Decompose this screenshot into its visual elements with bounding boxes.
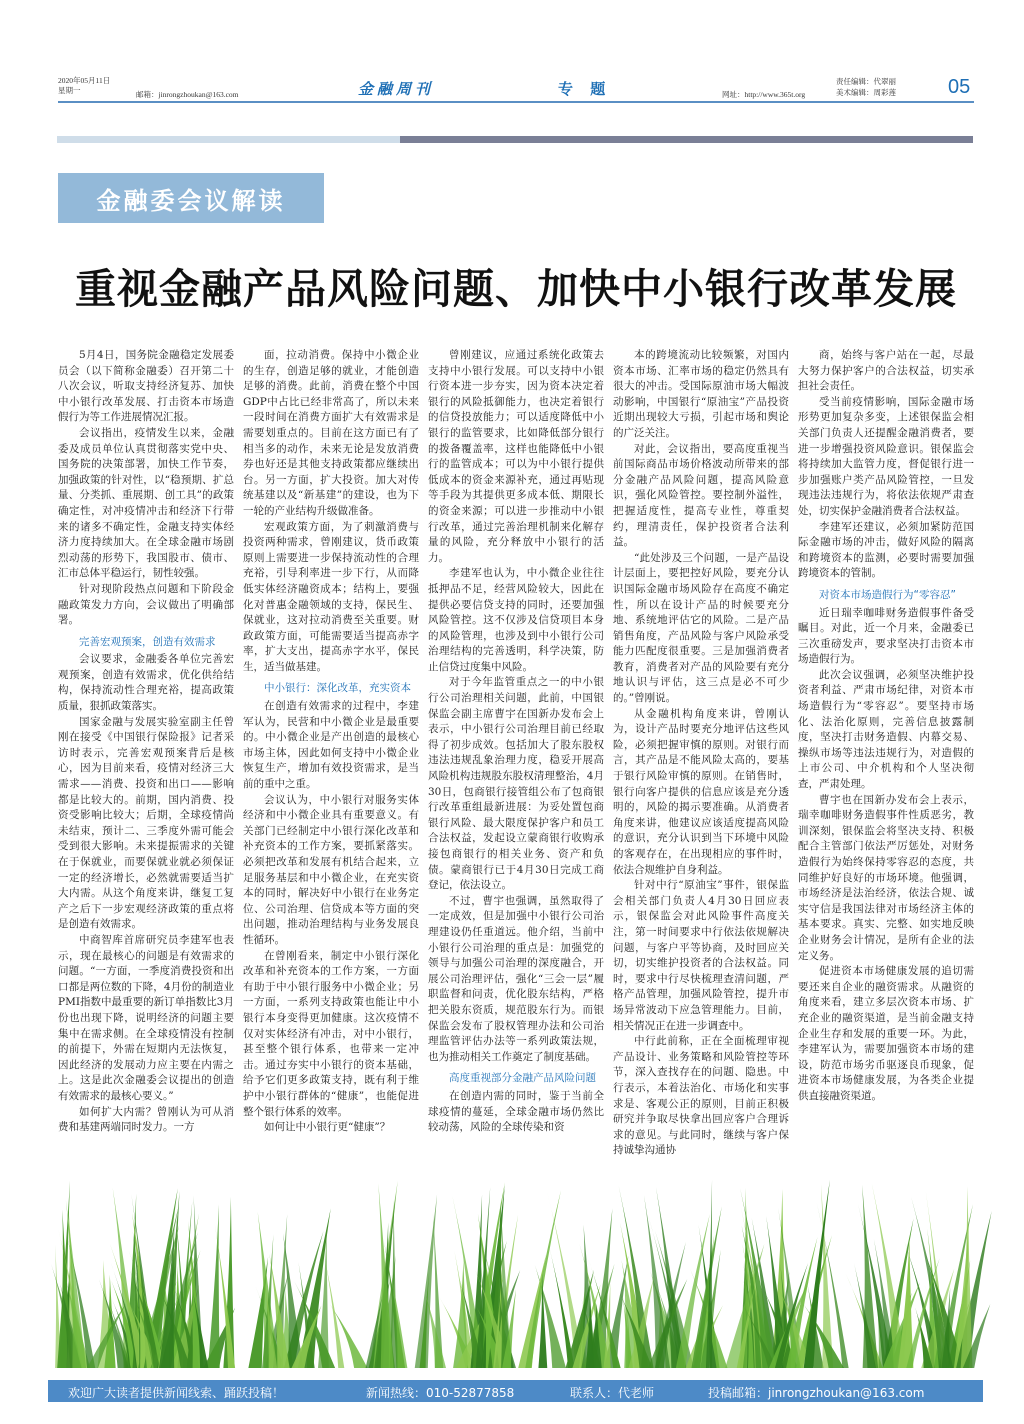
grass-blade (535, 1265, 566, 1368)
subheading: 高度重视部分金融产品风险问题 (449, 1072, 596, 1085)
article-column (613, 348, 789, 1157)
header-website: 网址：http://www.365t.org (722, 90, 806, 99)
editors (836, 76, 896, 98)
footer-banner (48, 1380, 983, 1402)
paragraph: 促进资本市场健康发展的追切需要还来自企业的融资需求。从融资的角度来看，建立多层次资本市场、扩充企业的融资渠道，是当前金融支持企业生存和发展的重要一环。为此，李建军认为，需要加强资本市场的建设，防范市场劣币驱逐良币现象，促进资本市场健康发展，为各类企业提供直接融资渠道。 (798, 965, 974, 1102)
section-badge: 金融委会议解读 (58, 173, 324, 223)
grass-blade (817, 1203, 849, 1368)
page-title: 重视金融产品风险问题、加快中小银行改革发展 (75, 265, 957, 313)
footer-hotline: 新闻热线：010-52877858 (366, 1386, 515, 1400)
article-column (58, 348, 234, 1134)
paragraph: “此处涉及三个问题，一是产品设计层面上，要把控好风险，要充分认识国际金融市场风险存在高度不确定性，所以在设计产品的时候要充分地、系统地评估它的风险。二是产品销售角度，产品风险与客户风险承受能力匹配度很重要。三是加强消费者教育，消费者对产品的风险要有充分地认识与评估，这三点是必不可少的。”曾刚说。 (613, 551, 789, 705)
issue-date (58, 76, 110, 96)
paragraph: 曹宇也在国新办发布会上表示，瑞幸咖啡财务造假事件性质恶劣，教训深刻，银保监会将坚决支持、积极配合主管部门依法严厉惩处，对财务造假行为始终保持零容忍的态度，共同维护好良好的市场环境。他强调，市场经济是法治经济，依法合规、诚实守信是我国法律对市场经济主体的基本要求。真实、完整、如实地反映企业财务会计情况，是所有企业的法定义务。 (798, 793, 974, 962)
paragraph: 如何让中小银行更“健康”？ (264, 1121, 391, 1134)
art-editor-text: 美术编辑：周彩莲 (836, 88, 896, 97)
paragraph: 针对现阶段热点问题和下阶段金融政策发力方向，会议做出了明确部署。 (58, 582, 234, 627)
footer-slogan: 欢迎广大读者提供新闻线索、踊跃投稿！ (68, 1386, 285, 1400)
article-column (798, 348, 974, 1102)
footer-email: 投稿邮箱：jinrongzhoukan@163.com (708, 1386, 925, 1400)
paragraph: 会议要求，金融委各单位完善宏观预案，创造有效需求，优化供给结构，保持流动性合理充裕，提高政策质量，狠抓政策落实。 (58, 653, 234, 713)
article-column (243, 348, 419, 1134)
paragraph: 面，拉动消费。保持中小微企业的生存，创造足够的就业，才能创造足够的消费。此前，消费在整个中国GDP中占比已经非常高了，所以未来一段时间在消费方面扩大有效需求是需要划重点的。目前在这方面已有了相当多的动作，未来无论是发放消费券也好还是其他支持政策都应继续出台。另一方面，扩大投资。加大对传统基建以及“新基建”的建设，也为下一轮的产业结构升级做准备。 (243, 349, 419, 517)
grass-decoration (58, 858, 974, 1358)
paragraph: 对于今年监管重点之一的中小银行公司治理相关问题，此前，中国银保监会副主席曹宇在国新办发布会上表示，中小银行公司治理目前已经取得了初步成效。包括加大了股东股权违法违规乱象治理力度，稳妥开展高风险机构违规股东股权清理整治，4月30日，包商银行接管组公布了包商银行改革重组最新进展：为妥处置包商银行风险、最大限度保护客户和员工合法权益，发起设立蒙商银行收购承接包商银行的相关业务、资产和负债。蒙商银行已于4月30日完成工商登记，依法设立。 (428, 676, 604, 892)
subheading: 对资本市场造假行为“零容忍” (819, 588, 956, 601)
paragraph: 此次会议强调，必须坚决维护投资者利益、严肃市场纪律，对资本市场造假行为“零容忍”。要坚持市场化、法治化原则，完善信息披露制度，坚决打击财务造假、内幕交易、操纵市场等违法违规行为，对造假的上市公司、中介机构和个人坚决彻查，严肃处理。 (798, 668, 974, 791)
paragraph: 李建军也认为，中小微企业往往抵押品不足，经营风险较大，因此在提供必要信贷支持的同时，还要加强风险管控。这不仅涉及信贷项目本身的风险管理，也涉及到中小银行公司治理结构的完善透明，科学决策，防止信贷过度集中风险。 (428, 567, 604, 673)
paragraph: 商，始终与客户站在一起，尽最大努力保护客户的合法权益，切实承担社会责任。 (798, 349, 974, 393)
paper-name: 金融周刊 (358, 80, 435, 98)
paragraph: 中行此前称，正在全面梳理审视产品设计、业务策略和风险管控等环节，深入查找存在的问题、隐患。中行表示，本着法治化、市场化和实事求是、客观公正的原则，目前正积极研究并争取尽快拿出回应客户合理诉求的意见。与此同时，继续与客户保持诚挚沟通协 (613, 1035, 789, 1157)
article-column (428, 348, 604, 1134)
paragraph: 曾刚建议，应通过系统化政策去支持中小银行发展。可以支持中小银行资本进一步夯实，因为资本决定着银行的风险抵御能力，也决定着银行的信贷投放能力；可以适度降低中小银行的监管要求，比如降低部分银行的拨备覆盖率，这样也能降低中小银行的监管成本；可以为中小银行提供低成本的资金来源补充，通过再贴现等手段为其提供更多成本低、期限长的资金来源；可以进一步推动中小银行改革，通过完善治理机制来化解存量的风险，充分释放中小银行的活力。 (428, 349, 604, 564)
paragraph: 从金融机构角度来讲，曾刚认为，设计产品时要充分地评估这些风险，必须把握审慎的原则。对银行而言，其产品是不能风险太高的，要基于银行风险审慎的原则。在销售时，银行向客户提供的信息应该是充分透明的，风险的揭示要准确。从消费者角度来讲，他建议应该适度提高风险的意识，充分认识到当下环境中风险的客观存在，在出现相应的事件时，依法合规维护自身利益。 (613, 707, 789, 876)
paragraph: 国家金融与发展实验室副主任曾刚在接受《中国银行保险报》记者采访时表示，完善宏观预案背后是核心，因为目前来看，疫情对经济三大需求——消费、投资和出口——影响都是比较大的。前期，国内消费、投资受影响比较大；后期，全球疫情尚未结束，预计二、三季度外需可能会受到很大影响。未来提振需求的关键在于保就业，而要保就业就必须保证一定的经济增长，必然就需要适当扩大内需。从这个角度来讲，继复工复产之后下一步宏观经济政策的重点将是创造有效需求。 (58, 715, 234, 931)
page-number: 05 (948, 76, 971, 98)
paragraph: 宏观政策方面，为了刺激消费与投资两种需求，曾刚建议，货币政策原则上需要进一步保持流动性的合理充裕，引导利率进一步下行，从而降低实体经济融资成本；结构上，要强化对普惠金融领域的支持，保民生、保就业，这对拉动消费至关重要。财政政策方面，可能需要适当提高赤字率，扩大支出，提高赤字水平，保民生，适当做基建。 (243, 520, 419, 673)
paragraph: 不过，曹宇也强调，虽然取得了一定成效，但是加强中小银行公司治理建设仍任重道远。他介绍，当前中小银行公司治理的重点是：加强党的领导与加强公司治理的深度融合，开展公司治理评估，强化“三会一层”履职监督和问责，优化股东结构，严格把关股东资质，规范股东行为。而银保监会发布了股权管理办法和公司治理监管评估办法等一系列政策法规，也为推动相关工作奠定了制度基础。 (428, 894, 604, 1063)
paragraph: 在创造有效需求的过程中，李建军认为，民营和中小微企业是最重要的。中小微企业是产出创造的最核心市场主体，因此如何支持中小微企业恢复生产，增加有效投资需求，是当前的重中之重。 (243, 700, 419, 791)
section-name: 专 题 (558, 80, 612, 98)
paragraph: 本的跨境流动比较频繁，对国内资本市场、汇率市场的稳定仍然具有很大的冲击。受国际原油市场大幅波动影响，中国银行“原油宝”产品投资近期出现较大亏损，引起市场和舆论的广泛关注。 (613, 349, 789, 439)
paragraph: 针对中行“原油宝”事件，银保监会相关部门负责人4月30日回应表示，银保监会对此风险事件高度关注，第一时间要求中行依法依规解决问题，与客户平等协商，及时回应关切，切实维护投资者的合法权益。同时，要求中行尽快梳理查清问题，严格产品管理，加强风险管控，提升市场异常波动下应急管理能力。目前，相关情况正在进一步调查中。 (613, 879, 789, 1032)
paragraph: 在创造内需的同时，鉴于当前全球疫情的蔓延，全球金融市场仍然比较动荡，风险的全球传染和资 (428, 1089, 604, 1134)
paragraph: 在曾刚看来，制定中小银行深化改革和补充资本的工作方案，一方面有助于中小银行服务中小微企业；另一方面，一系列支持政策也能让中小银行本身变得更加健康。这次疫情不仅对实体经济有冲击，对中小银行，甚至整个银行体系，也带来一定冲击。通过夯实中小银行的资本基础，给予它们更多政策支持，既有利于维护中小银行群体的“健康”，也能促进整个银行体系的效率。 (243, 949, 419, 1118)
paragraph: 会议指出，疫情发生以来，金融委及成员单位认真贯彻落实党中央、国务院的决策部署，加快工作节奏，加强政策的针对性，以“稳预期、扩总量、分类抓、重展期、创工具”的政策确定性，对冲疫情冲击和经济下行带来的诸多不确定性，金融支持实体经济力度持续加大。在全球金融市场剧烈动荡的形势下，我国股市、债市、汇市总体平稳运行，韧性较强。 (58, 426, 234, 580)
decorative-bar-dark (400, 136, 973, 143)
paragraph: 近日瑞幸咖啡财务造假事件备受瞩目。对此，近一个月来，金融委已三次重磅发声，要求坚决打击资本市场造假行为。 (798, 606, 974, 666)
grass-blade (208, 1205, 220, 1368)
paragraph: 如何扩大内需？曾刚认为可从消费和基建两端同时发力。一方 (58, 1105, 234, 1134)
header-email: 邮箱：jinrongzhoukan@163.com (136, 90, 239, 99)
footer-contact: 联系人：代老师 (570, 1386, 655, 1400)
paragraph: 中商智库首席研究员李建军也表示，现在最核心的问题是有效需求的问题。“一方面，一季度消费投资和出口都是两位数的下降，4月份的制造业PMI指数中最重要的新订单指数比3月份也出现下降，说明经济的问题主要集中在需求侧。在全球疫情没有控制的前提下，外需在短期内无法恢复，因此经济的发展动力应主要在内需之上。这是此次金融委会议提出的创造有效需求的最核心要义。” (58, 933, 234, 1102)
masthead (58, 76, 974, 104)
paragraph: 对此，会议指出，要高度重视当前国际商品市场价格波动所带来的部分金融产品风险问题，提高风险意识，强化风险管控。要控制外溢性，把握适度性，提高专业性，尊重契约，理清责任，保护投资者合法利益。 (613, 442, 789, 549)
paragraph: 李建军还建议，必须加紧防范国际金融市场的冲击，做好风险的隔离和跨境资本的监测，必要时需要加强跨境资本的管制。 (798, 520, 974, 580)
subheading: 完善宏观预案，创造有效需求 (79, 635, 216, 648)
header-rule (58, 101, 974, 103)
subheading: 中小银行：深化改革，充实资本 (264, 682, 411, 695)
editor-text: 责任编辑：代翠丽 (836, 77, 896, 86)
paragraph: 会议认为，中小银行对服务实体经济和中小微企业具有重要意义。有关部门已经制定中小银行深化改革和补充资本的工作方案，要抓紧落实。必须把改革和发展有机结合起来，立足服务基层和中小微企业，在充实资本的同时，解决好中小银行在业务定位、公司治理、信贷成本等方面的突出问题，推动治理结构与业务发展良性循环。 (243, 793, 419, 946)
paragraph: 5月4日，国务院金融稳定发展委员会（以下简称金融委）召开第二十八次会议，听取支持经济复苏、加快中小银行改革发展、打击资本市场造假行为等工作进展情况汇报。 (58, 349, 234, 424)
paragraph: 受当前疫情影响，国际金融市场形势更加复杂多变，上述银保监会相关部门负责人还提醒金融消费者，要进一步增强投资风险意识。银保监会将持续加大监管力度，督促银行进一步加强账户类产品风险管控，一旦发现违法违规行为，将依法依规严肃查处，切实保护金融消费者合法权益。 (798, 395, 974, 517)
date-text: 2020年05月11日 (58, 76, 111, 85)
weekday-text: 星期一 (58, 86, 81, 95)
article-body (58, 348, 974, 1157)
